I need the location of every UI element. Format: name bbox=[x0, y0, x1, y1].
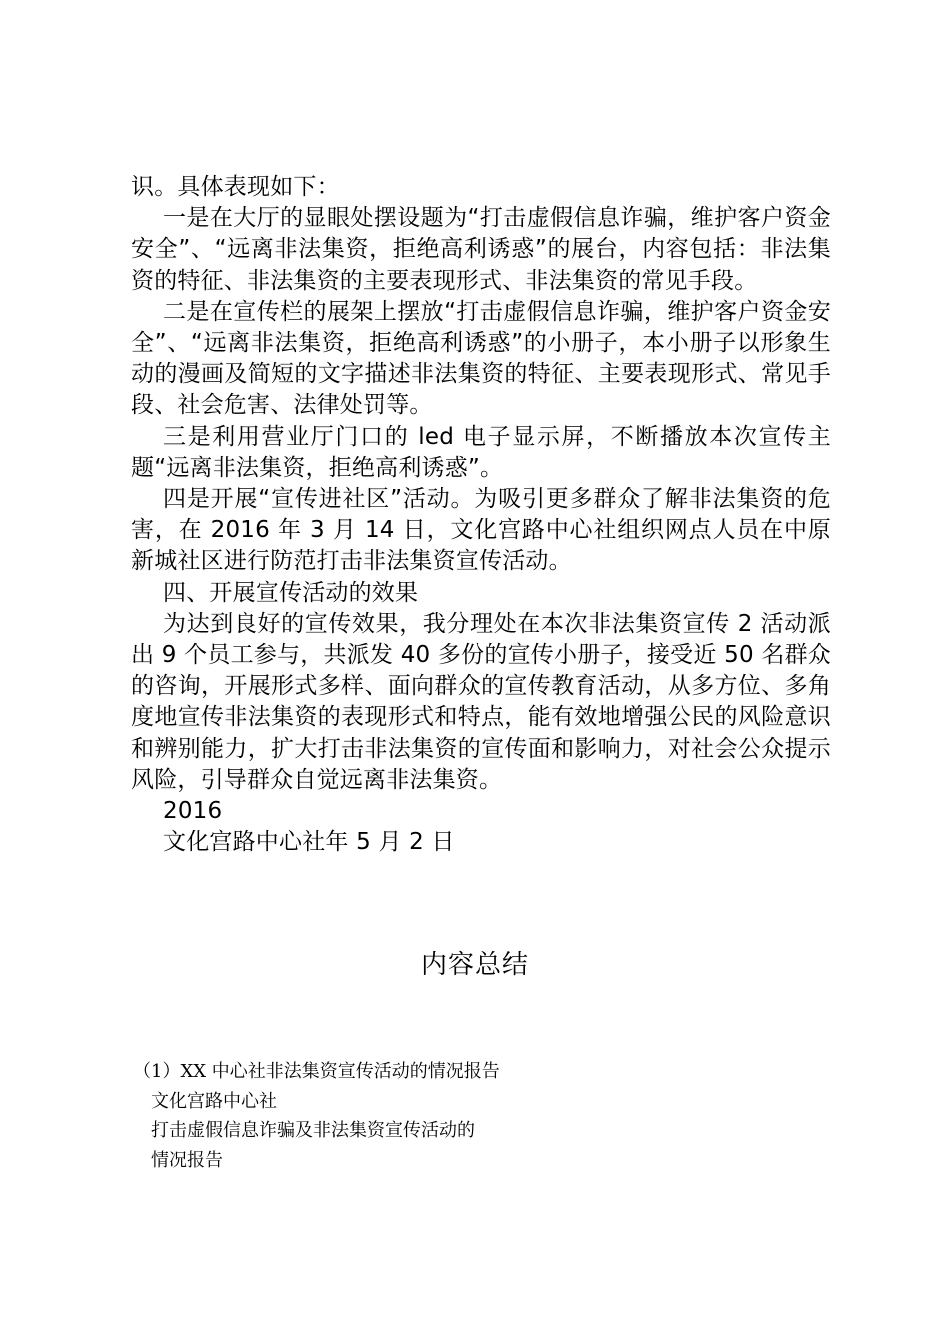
section-heading-effects: 四、开展宣传活动的效果 bbox=[163, 579, 419, 606]
paragraph-effects: 为达到良好的宣传效果，我分理处在本次非法集资宣传 2 活动派出 9 个员工参与，共派发 40 多份的宣传小册子，接受近 50 名群众的咨询，开展形式多样、面向群众的宣传教育活动，从多方位、多角度地宣传非法集资的表现形式和特点，能有效地增强公民的风险意识和辨别能力，扩大打击非法集资的宣传面和影响力，对社会公众提示风险，引导群众自觉远离非法集资。 bbox=[131, 610, 831, 793]
summary-body bbox=[133, 1057, 733, 1175]
summary-line-report-title: （1）XX 中心社非法集资宣传活动的情况报告 bbox=[133, 1061, 500, 1082]
summary-line-organization: 文化宫路中心社 bbox=[151, 1090, 277, 1112]
paragraph-brochures: 二是在宣传栏的展架上摆放“打击虚假信息诈骗，维护客户资金安全”、“远离非法集资，拒绝高利诱惑”的小册子，本小册子以形象生动的漫画及简短的文字描述非法集资的特征、主要表现形式、常见手段、社会危害、法律处罚等。 bbox=[131, 298, 831, 419]
paragraph-intro-tail: 识。具体表现如下： bbox=[131, 174, 340, 200]
signature-year: 2016 bbox=[163, 798, 223, 825]
paragraph-exhibition-booth: 一是在大厅的显眼处摆设题为“打击虚假信息诈骗，维护客户资金安全”、“远离非法集资，拒绝高利诱惑”的展台，内容包括：非法集资的特征、非法集资的主要表现形式、非法集资的常见手段。 bbox=[131, 205, 831, 294]
paragraph-led-screen: 三是利用营业厅门口的 led 电子显示屏，不断播放本次宣传主题“远离非法集资，拒绝高利诱惑”。 bbox=[131, 423, 831, 481]
summary-line-report: 情况报告 bbox=[151, 1149, 223, 1171]
summary-title: 内容总结 bbox=[420, 950, 529, 980]
paragraph-community-activity: 四是开展“宣传进社区”活动。为吸引更多群众了解非法集资的危害，在 2016 年 3 月 14 日，文化宫路中心社组织网点人员在中原新城社区进行防范打击非法集资宣传活动。 bbox=[131, 486, 831, 575]
signature-line: 文化宫路中心社年 5 月 2 日 bbox=[163, 829, 455, 856]
report-body bbox=[131, 172, 831, 858]
summary-line-activity: 打击虚假信息诈骗及非法集资宣传活动的 bbox=[151, 1120, 475, 1141]
